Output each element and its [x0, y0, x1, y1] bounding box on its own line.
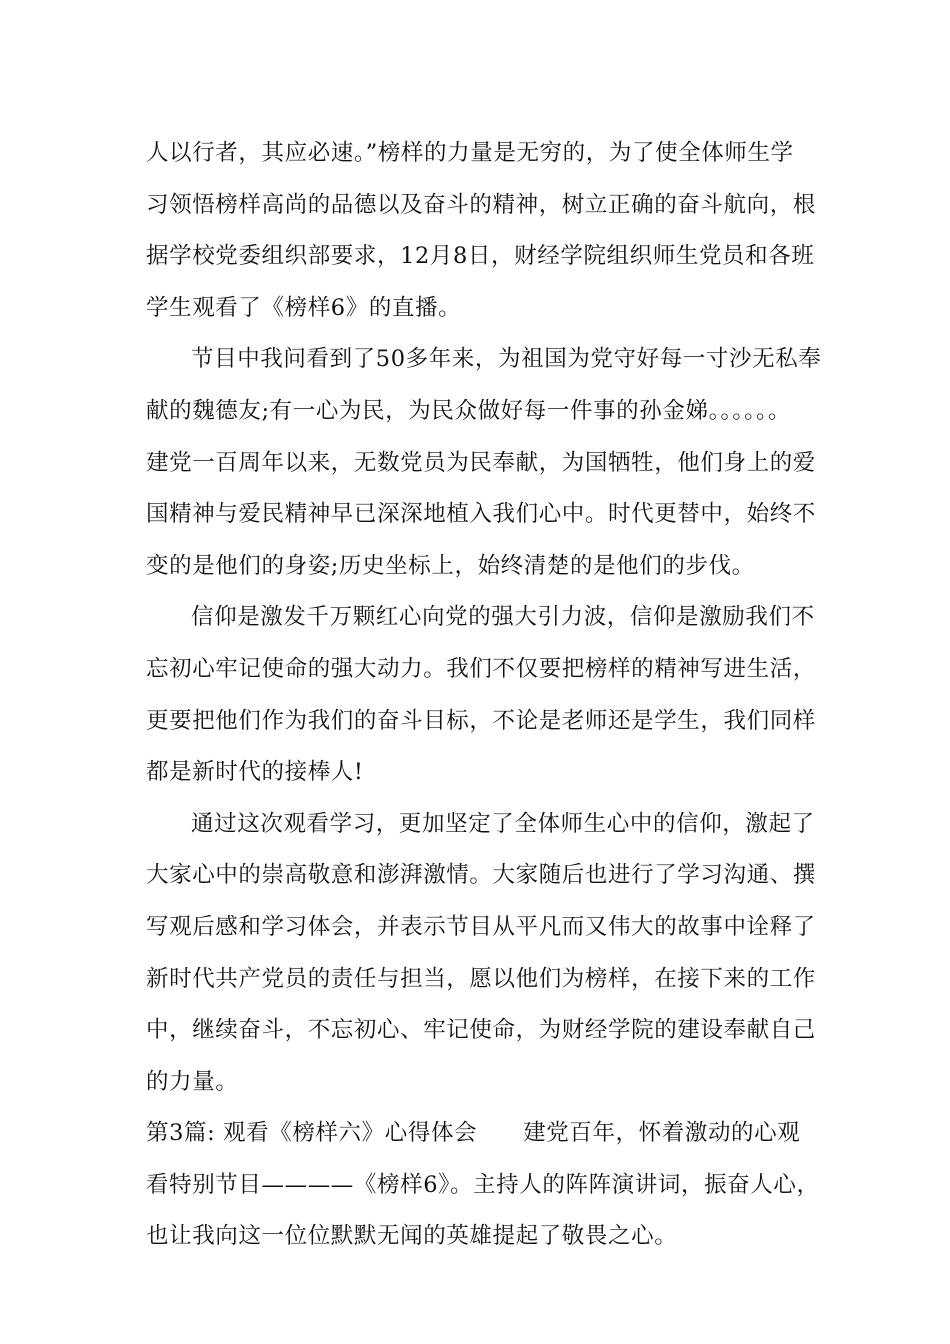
text-line: 写观后感和学习体会，并表示节目从平凡而又伟大的故事中诠释了 [146, 913, 816, 940]
section-heading: 第3篇: 观看《榜样六》心得体会 [146, 1120, 478, 1147]
text-line: 国精神与爱民精神早已深深地植入我们心中。时代更替中，始终不 [146, 501, 816, 528]
section-first-line-text: 建党百年，怀着激动的心观 [523, 1120, 801, 1147]
paragraph-3 [146, 592, 832, 798]
document-body [146, 128, 832, 1263]
text-line: 大家心中的崇高敬意和澎湃激情。大家随后也进行了学习沟通、撰 [146, 862, 816, 889]
text-line: 人以行者，其应必速。”榜样的力量是无穷的，为了使全体师生学 [146, 140, 794, 166]
paragraph-1 [146, 128, 832, 334]
text-line: 建党一百周年以来，无数党员为民奉献，为国牺牲，他们身上的爱 [146, 449, 816, 476]
text-line: 习领悟榜样高尚的品德以及奋斗的精神，树立正确的奋斗航向，根 [146, 191, 816, 218]
text-line: 都是新时代的接棒人! [146, 759, 364, 786]
paragraph-4 [146, 799, 832, 1109]
paragraph-2 [146, 334, 832, 592]
text-line: 忘初心牢记使命的强大动力。我们不仅要把榜样的精神写进生活， [146, 655, 816, 682]
text-line: 也让我向这一位位默默无闻的英雄提起了敬畏之心。 [146, 1223, 678, 1250]
text-line: 学生观看了《榜样6》的直播。 [146, 294, 462, 321]
text-line: 献的魏德友;有一心为民，为民众做好每一件事的孙金娣。。。。。。 [146, 397, 791, 424]
text-line: 中，继续奋斗，不忘初心、牢记使命，为财经学院的建设奉献自己 [146, 1017, 816, 1044]
text-line: 信仰是激发千万颗红心向党的强大引力波，信仰是激励我们不 [191, 604, 815, 631]
text-line: 更要把他们作为我们的奋斗目标，不论是老师还是学生，我们同样 [146, 707, 816, 734]
text-line: 看特别节目————《榜样6》。主持人的阵阵演讲词，振奋人心， [146, 1171, 820, 1198]
text-line: 变的是他们的身姿;历史坐标上，始终清楚的是他们的步伐。 [146, 552, 755, 579]
text-line: 新时代共产党员的责任与担当，愿以他们为榜样，在接下来的工作 [146, 965, 816, 992]
section-first-line [146, 1108, 832, 1160]
text-line: 据学校党委组织部要求，12月8日，财经学院组织师生党员和各班 [146, 243, 815, 270]
text-line: 通过这次观看学习，更加坚定了全体师生心中的信仰，激起了 [191, 810, 815, 837]
text-line: 的力量。 [146, 1068, 239, 1095]
section-3 [146, 1108, 832, 1263]
text-line: 节目中我问看到了50多年来，为祖国为党守好每一寸沙无私奉 [191, 346, 822, 373]
